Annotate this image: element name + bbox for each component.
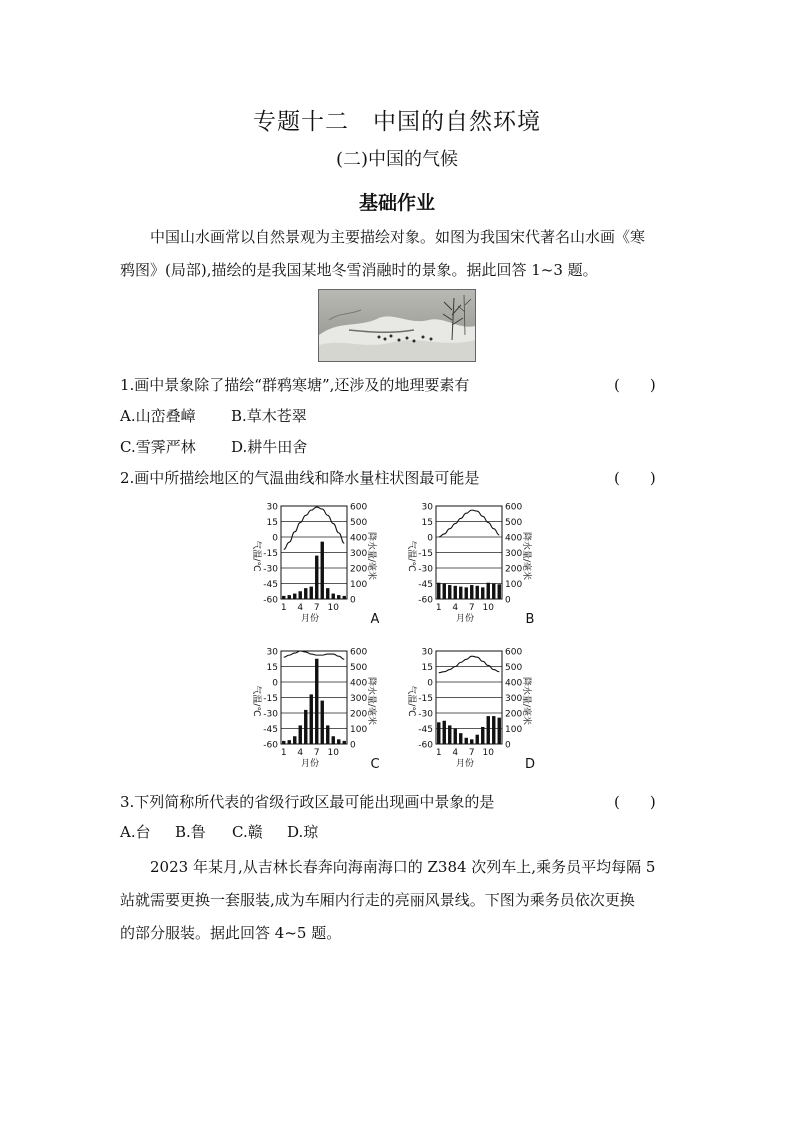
intro2-line3: 的部分服装。据此回答 4~5 题。 <box>120 924 342 942</box>
chart-option-label: D <box>524 757 536 772</box>
precip-tick-label: 500 <box>505 663 523 673</box>
q1-option-d[interactable]: D.耕牛田舍 <box>231 438 308 456</box>
intro2-line1: 2023 年某月,从吉林长春奔向海南海口的 Z384 次列车上,乘务员平均每隔 5 <box>150 858 656 876</box>
precip-bar <box>282 596 285 599</box>
temp-tick-label: -15 <box>418 549 433 559</box>
precip-bar <box>437 583 440 599</box>
precip-tick-label: 0 <box>350 740 356 751</box>
question-2-answer-blank[interactable]: ( ) <box>614 469 656 487</box>
precip-bar <box>310 694 313 744</box>
temp-tick-label: -30 <box>418 709 433 720</box>
precip-axis-title: 降水量/毫米 <box>521 531 531 581</box>
question-2-stem: 2.画中所描绘地区的气温曲线和降水量柱状图最可能是 <box>120 469 480 487</box>
precip-bar <box>487 716 490 744</box>
precip-bar <box>448 725 451 744</box>
q3-option-a[interactable]: A.台 <box>120 823 151 841</box>
precip-tick-label: 200 <box>505 564 523 575</box>
precip-bar <box>443 721 446 744</box>
precip-bar <box>288 740 291 744</box>
page-subtitle: (二)中国的气候 <box>335 149 459 170</box>
temp-tick-label: 15 <box>266 518 278 528</box>
chart-option-label: A <box>370 612 380 627</box>
temp-tick-label: -15 <box>418 694 433 704</box>
precip-bar <box>454 586 457 599</box>
temp-axis-title: 气温/℃ <box>251 685 261 717</box>
temp-tick-label: -15 <box>263 549 278 559</box>
climate-chart-b <box>406 503 534 628</box>
temp-tick-label: 15 <box>421 663 433 673</box>
precip-tick-label: 600 <box>350 647 368 658</box>
precip-tick-label: 300 <box>350 549 368 559</box>
intro1-line1: 中国山水画常以自然景观为主要描绘对象。如图为我国宋代著名山水画《寒 <box>150 228 646 246</box>
precip-bar <box>481 727 484 744</box>
intro-paragraph-2 <box>120 851 676 950</box>
precip-bar <box>332 736 335 744</box>
q3-option-c[interactable]: C.赣 <box>232 823 263 841</box>
month-tick-label: 7 <box>468 748 475 758</box>
precip-tick-label: 100 <box>505 725 523 735</box>
temp-tick-label: 30 <box>421 502 433 513</box>
precip-tick-label: 200 <box>505 709 523 720</box>
question-1-answer-blank[interactable]: ( ) <box>614 376 656 394</box>
temp-tick-label: 30 <box>421 647 433 658</box>
month-tick-label: 7 <box>468 603 475 613</box>
precip-tick-label: 0 <box>505 595 511 606</box>
climate-chart-c <box>251 648 380 773</box>
q3-option-b[interactable]: B.鲁 <box>175 823 206 841</box>
precip-tick-label: 300 <box>505 549 523 559</box>
precip-tick-label: 100 <box>350 580 368 590</box>
precip-bar <box>498 584 501 599</box>
precip-tick-label: 0 <box>350 595 356 606</box>
page-title: 专题十二 中国的自然环境 <box>253 109 541 135</box>
temp-tick-label: -45 <box>263 580 278 590</box>
precip-bar <box>492 716 495 744</box>
temp-tick-label: -30 <box>263 709 278 720</box>
temp-tick-label: 0 <box>427 533 433 544</box>
q3-option-d[interactable]: D.琼 <box>287 823 319 841</box>
temp-tick-label: -30 <box>263 564 278 575</box>
temperature-curve <box>284 651 345 659</box>
precip-bar <box>470 739 473 744</box>
month-tick-label: 4 <box>452 603 459 613</box>
month-axis-title: 月份 <box>300 614 320 624</box>
intro2-line2: 站就需要更换一套服装,成为车厢内行走的亮丽风景线。下图为乘务员依次更换 <box>120 891 635 909</box>
temp-tick-label: -60 <box>263 740 278 751</box>
month-tick-label: 1 <box>435 603 442 613</box>
precip-bar <box>470 585 473 599</box>
intro1-line2: 鸦图》(局部),描绘的是我国某地冬雪消融时的景象。据此回答 1~3 题。 <box>120 261 598 279</box>
temp-tick-label: 0 <box>272 678 278 689</box>
precip-bar <box>304 710 307 744</box>
precip-bar <box>476 586 479 599</box>
precip-bar <box>332 594 335 599</box>
temp-tick-label: -45 <box>418 725 433 735</box>
question-3-stem: 3.下列简称所代表的省级行政区最可能出现画中景象的是 <box>120 793 495 811</box>
precip-tick-label: 500 <box>350 518 368 528</box>
temp-tick-label: 15 <box>266 663 278 673</box>
precip-tick-label: 300 <box>505 694 523 704</box>
temp-tick-label: -30 <box>418 564 433 575</box>
month-tick-label: 10 <box>482 603 494 613</box>
precip-bar <box>299 725 302 744</box>
temp-tick-label: -60 <box>418 740 433 751</box>
precip-bar <box>343 741 346 744</box>
precip-bar <box>288 595 291 599</box>
precip-bar <box>481 587 484 599</box>
precip-bar <box>443 584 446 600</box>
temp-tick-label: -60 <box>263 595 278 606</box>
temp-tick-label: 30 <box>266 647 278 658</box>
month-tick-label: 4 <box>297 748 304 758</box>
month-axis-title: 月份 <box>300 759 320 769</box>
precip-bar <box>337 595 340 599</box>
precip-bar <box>454 729 457 745</box>
precip-bar <box>476 735 479 744</box>
temp-tick-label: 30 <box>266 502 278 513</box>
temp-tick-label: 0 <box>427 678 433 689</box>
precip-bar <box>321 542 324 599</box>
precip-bar <box>299 591 302 599</box>
month-tick-label: 7 <box>313 603 320 613</box>
climate-chart-a <box>251 503 380 628</box>
precip-bar <box>465 587 468 599</box>
section-heading: 基础作业 <box>358 192 435 214</box>
precip-bar <box>459 733 462 744</box>
precip-axis-title: 降水量/毫米 <box>521 676 531 726</box>
precip-tick-label: 400 <box>350 678 368 689</box>
precip-bar <box>465 738 468 744</box>
precip-bar <box>459 587 462 599</box>
climate-chart-d <box>406 648 535 773</box>
precip-bar <box>343 596 346 599</box>
month-axis-title: 月份 <box>455 759 475 769</box>
precip-bar <box>282 741 285 744</box>
month-tick-label: 4 <box>452 748 459 758</box>
temperature-curve <box>284 507 345 549</box>
temp-tick-label: 0 <box>272 533 278 544</box>
precip-bar <box>498 718 501 744</box>
month-tick-label: 1 <box>435 748 442 758</box>
month-axis-title: 月份 <box>455 614 475 624</box>
precip-tick-label: 500 <box>505 518 523 528</box>
temp-axis-title: 气温/℃ <box>251 540 261 572</box>
precip-tick-label: 200 <box>350 564 368 575</box>
precip-tick-label: 600 <box>505 647 523 658</box>
month-tick-label: 10 <box>327 748 339 758</box>
precip-tick-label: 100 <box>350 725 368 735</box>
precip-tick-label: 500 <box>350 663 368 673</box>
precip-bar <box>337 739 340 744</box>
temp-axis-title: 气温/℃ <box>406 540 416 572</box>
temperature-curve <box>439 656 500 673</box>
precip-bar <box>315 659 318 744</box>
question-3-answer-blank[interactable]: ( ) <box>614 793 656 811</box>
precip-tick-label: 600 <box>350 502 368 513</box>
month-tick-label: 1 <box>280 603 287 613</box>
precip-tick-label: 0 <box>505 740 511 751</box>
precip-tick-label: 200 <box>350 709 368 720</box>
precip-bar <box>326 725 329 744</box>
precip-bar <box>448 585 451 599</box>
precip-tick-label: 400 <box>505 678 523 689</box>
precip-tick-label: 600 <box>505 502 523 513</box>
precip-bar <box>437 722 440 744</box>
precip-tick-label: 400 <box>505 533 523 544</box>
precip-bar <box>492 584 495 600</box>
temp-tick-label: -60 <box>418 595 433 606</box>
precip-axis-title: 降水量/毫米 <box>366 676 376 726</box>
month-tick-label: 4 <box>297 603 304 613</box>
precip-bar <box>293 736 296 744</box>
month-tick-label: 10 <box>327 603 339 613</box>
precip-bar <box>321 701 324 744</box>
precip-tick-label: 400 <box>350 533 368 544</box>
month-tick-label: 10 <box>482 748 494 758</box>
precip-bar <box>315 556 318 599</box>
precip-bar <box>304 588 307 599</box>
q1-option-b[interactable]: B.草木苍翠 <box>231 407 307 425</box>
q1-option-a[interactable]: A.山峦叠嶂 <box>120 407 196 425</box>
precip-axis-title: 降水量/毫米 <box>366 531 376 581</box>
temp-axis-title: 气温/℃ <box>406 685 416 717</box>
question-1-stem: 1.画中景象除了描绘“群鸦寒塘”,还涉及的地理要素有 <box>120 376 470 394</box>
precip-tick-label: 100 <box>505 580 523 590</box>
chart-option-label: B <box>525 612 535 627</box>
precip-bar <box>310 587 313 599</box>
month-tick-label: 1 <box>280 748 287 758</box>
temp-tick-label: -15 <box>263 694 278 704</box>
precip-tick-label: 300 <box>350 694 368 704</box>
temp-tick-label: -45 <box>418 580 433 590</box>
temp-tick-label: -45 <box>263 725 278 735</box>
month-tick-label: 7 <box>313 748 320 758</box>
temperature-curve <box>439 510 500 537</box>
chart-option-label: C <box>370 757 380 772</box>
temp-tick-label: 15 <box>421 518 433 528</box>
precip-bar <box>293 594 296 599</box>
precip-bar <box>326 588 329 599</box>
q1-option-c[interactable]: C.雪霁严林 <box>120 438 196 456</box>
precip-bar <box>487 583 490 599</box>
